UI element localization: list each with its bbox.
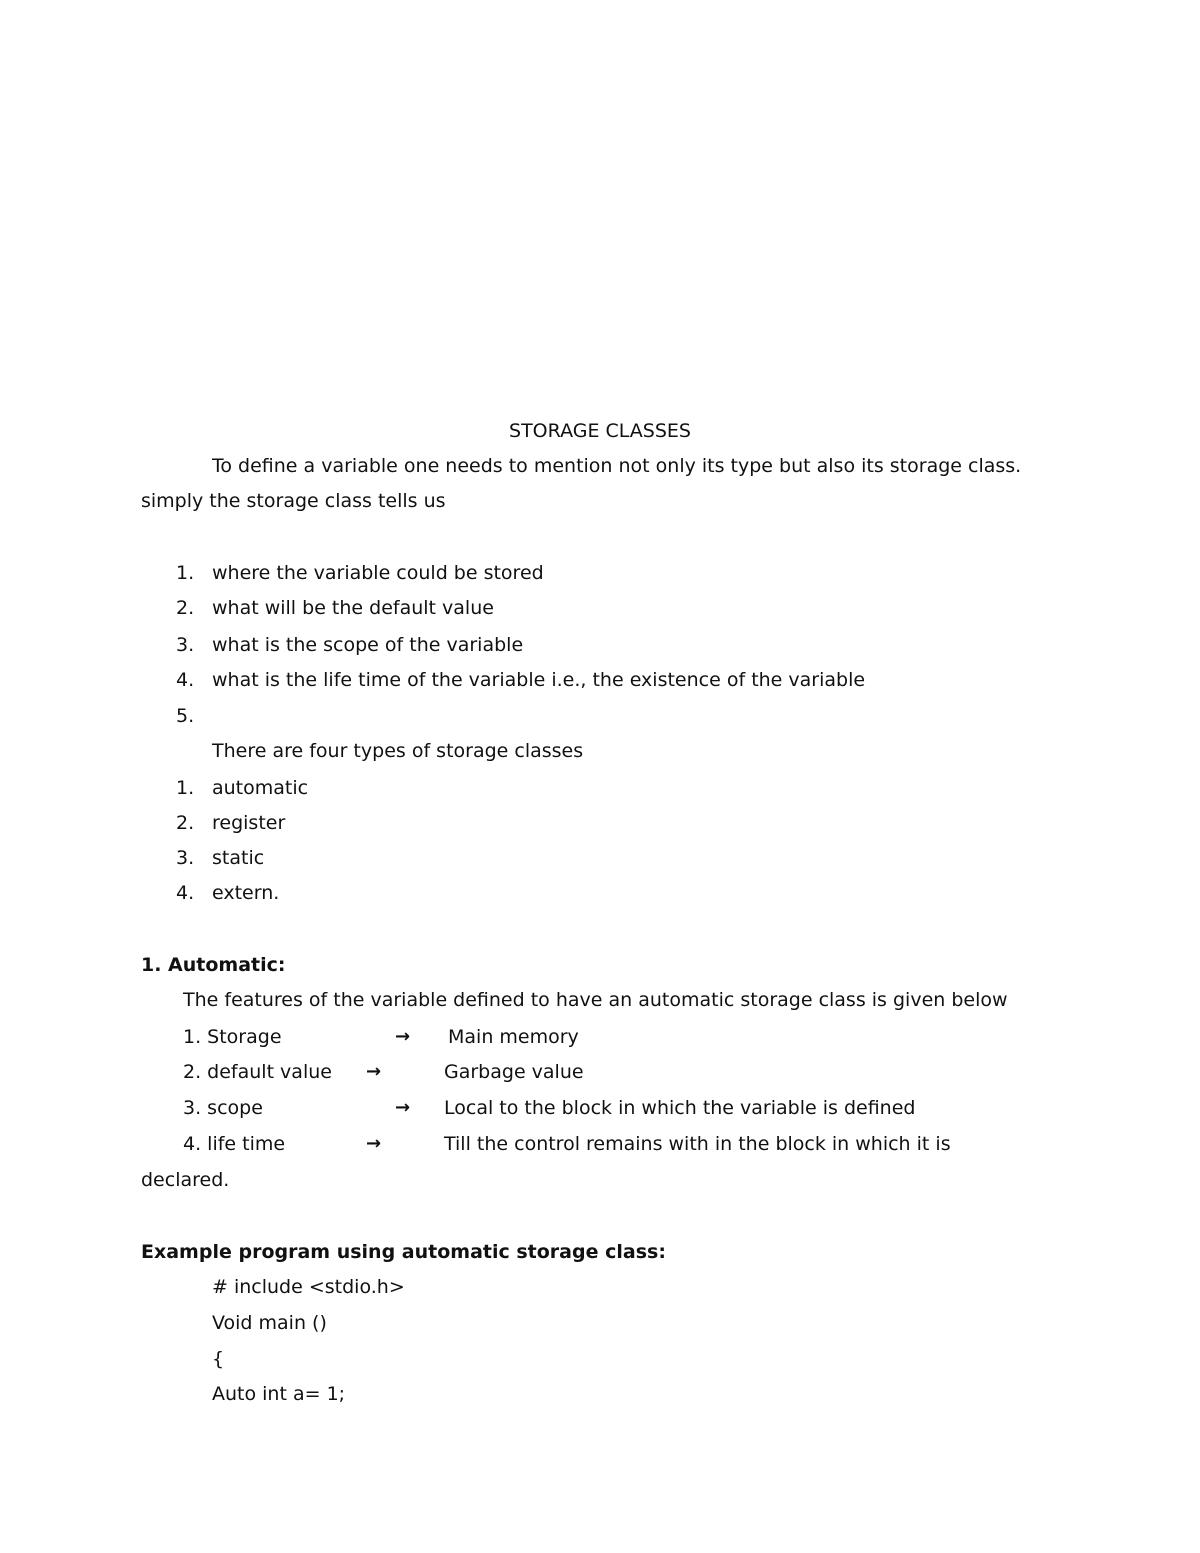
feature-value: Main memory	[448, 1026, 579, 1048]
code-line: Auto int a= 1;	[212, 1383, 346, 1405]
arrow-right-icon: →	[395, 1026, 411, 1047]
arrow-right-icon: →	[366, 1133, 382, 1154]
feature-value: Till the control remains with in the block in which it is	[444, 1133, 951, 1155]
code-line: # include <stdio.h>	[212, 1276, 405, 1298]
list-item-text: extern.	[212, 882, 280, 904]
page-title: STORAGE CLASSES	[509, 420, 691, 442]
intro-paragraph-line-1: To define a variable one needs to mention not only its type but also its storage class.	[212, 455, 1022, 477]
arrow-right-icon: →	[395, 1097, 411, 1118]
list-item-number: 5.	[176, 705, 195, 727]
list-item-number: 3.	[176, 634, 195, 656]
list-item-number: 1.	[176, 562, 195, 584]
list-item-number: 1.	[176, 777, 195, 799]
list-item-text: what is the life time of the variable i.e., the existence of the variable	[212, 669, 866, 691]
list-item-number: 2.	[176, 812, 195, 834]
list-item-number: 3.	[176, 847, 195, 869]
section-heading-automatic: 1. Automatic:	[141, 954, 286, 976]
code-line: Void main ()	[212, 1312, 327, 1334]
intro-paragraph-line-2: simply the storage class tells us	[141, 490, 446, 512]
feature-value: Garbage value	[444, 1061, 584, 1083]
feature-label: 4. life time	[183, 1133, 286, 1155]
code-line: {	[212, 1348, 225, 1370]
arrow-right-icon: →	[366, 1061, 382, 1082]
feature-label: 1. Storage	[183, 1026, 282, 1048]
list-item-number: 2.	[176, 597, 195, 619]
list-item-text: where the variable could be stored	[212, 562, 544, 584]
feature-label: 2. default value	[183, 1061, 332, 1083]
list-item-text: what will be the default value	[212, 597, 494, 619]
feature-label: 3. scope	[183, 1097, 263, 1119]
example-heading: Example program using automatic storage class:	[141, 1241, 666, 1263]
list-item-text: what is the scope of the variable	[212, 634, 524, 656]
types-intro: There are four types of storage classes	[212, 740, 584, 762]
list-item-text: static	[212, 847, 265, 869]
features-continuation: declared.	[141, 1169, 230, 1191]
list-item-text: register	[212, 812, 286, 834]
section-intro: The features of the variable defined to have an automatic storage class is given below	[183, 989, 1008, 1011]
list-item-text: automatic	[212, 777, 309, 799]
list-item-number: 4.	[176, 882, 195, 904]
list-item-number: 4.	[176, 669, 195, 691]
feature-value: Local to the block in which the variable is defined	[444, 1097, 916, 1119]
